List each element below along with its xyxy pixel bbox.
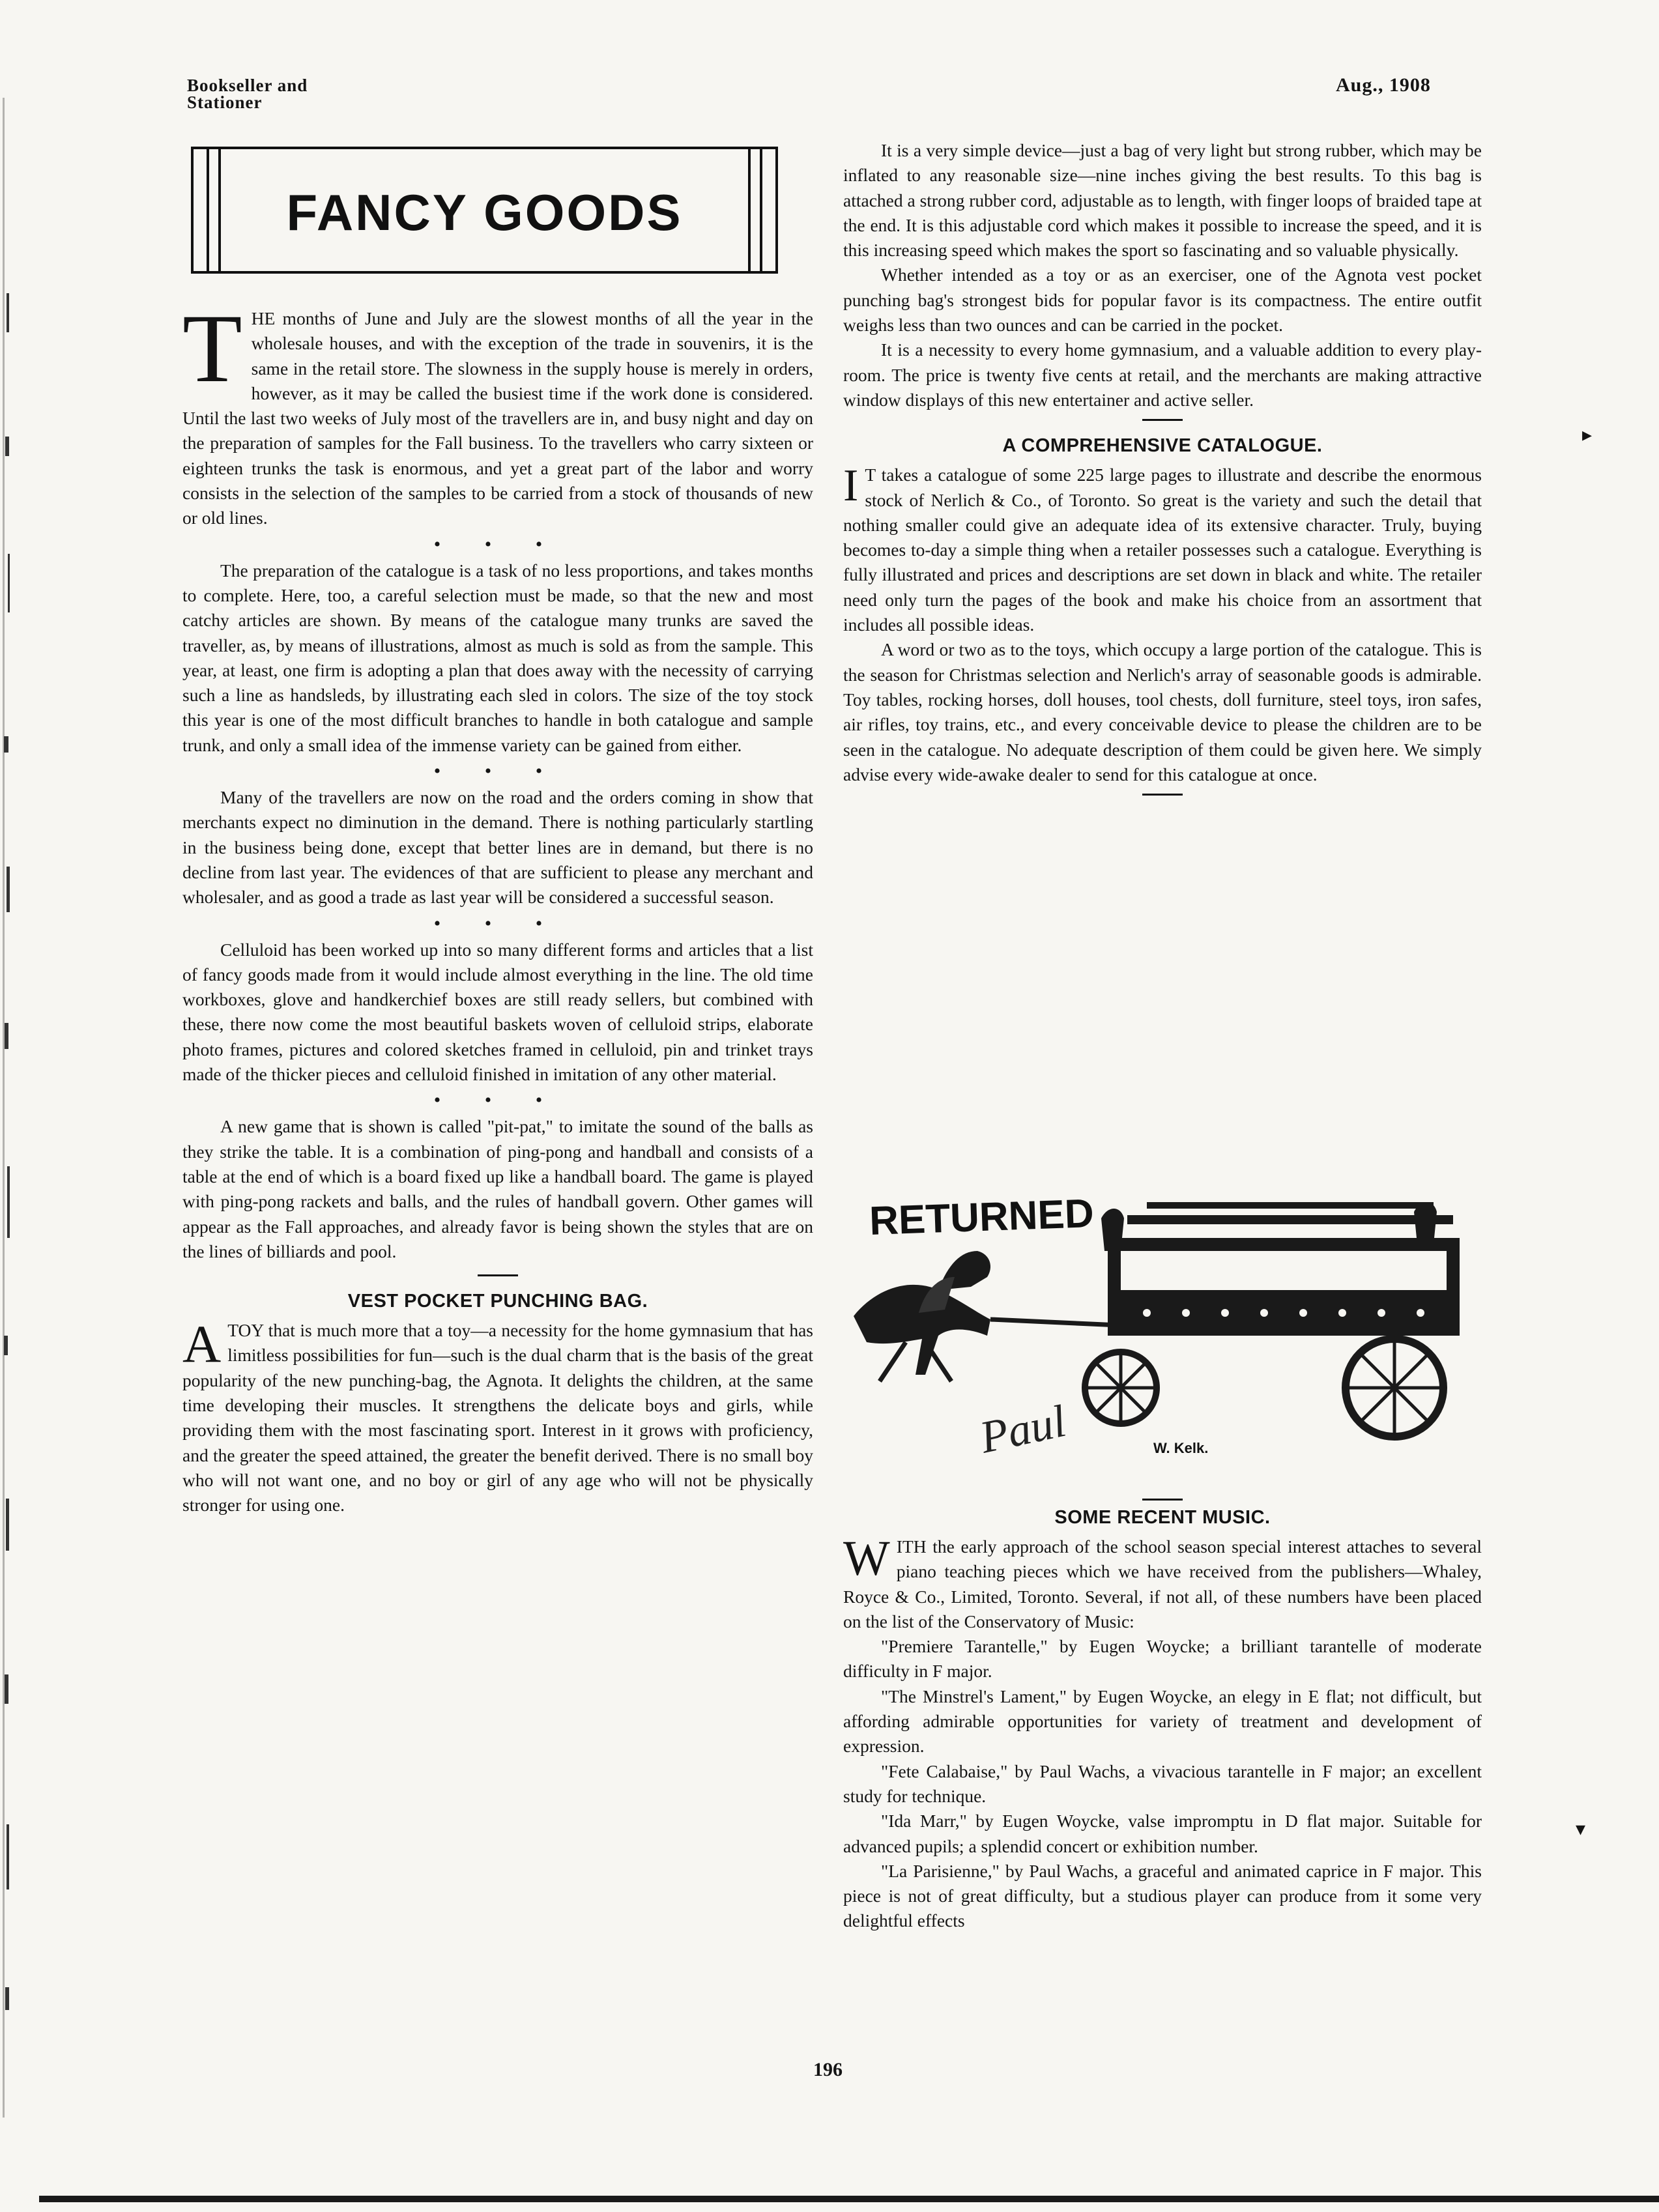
section-rule [1142,1499,1183,1501]
intro-paragraph: THE months of June and July are the slowest months of all the year in the wholesale houses, and with the exception of the trade in souvenirs, it is the same in the retail store. The slowness in the supply house is merely in orders, however, as it may be called the busiest time if the work done is considered. Until the last two weeks of July most of the travellers are in, and busy night and day on the preparation of samples for the Fall business. To the travellers who carry sixteen or eighteen trunks the task is enormous, and yet a great part of the labor and worry consists in the selection of the samples to be carried from a stock of thousands of new or old lines. [182,294,813,528]
paragraph: It is a very simple device—just a bag of very light but strong rubber, which may be inflated to any reasonable size—nine inches giving the best results. To this bag is attached a strong rubber cord, adjustable as to length, with finger loops of braided tape at the end. It is this adjustable cord which makes it possible to increase the speed, and it is this increasing speed which makes the sport so fascinating and so valuable physically. [843,140,1482,261]
paragraph: A word or two as to the toys, which occupy a large portion of the catalogue. This is the season for Christmas selection and Nerlich's array of seasonable goods is admirable. Toy tables, rocking horses, doll houses, tool chests, doll furniture, steel toys, iron safes, air rifles, toy trains, etc., and every conceivable device to please the children are to be seen in the catalogue. No adequate description of them could be given here. We simply advise every wide-awake dealer to send for this catalogue at once. [843,639,1482,784]
paragraph: Celluloid has been worked up into so many different forms and articles that a list of fancy goods made from it would include almost everything in the line. The old time workboxes, glove and handkerchief boxes are still ready sellers, but combined with these, there now come the most beautiful baskets woven of celluloid strips, elaborate photo frames, pictures and colored sketches framed in celluloid, pin and trinket trays made of the thicker pieces and celluloid finished in imitation of any other material. [182,939,813,1085]
fire-wagon-illustration [841,1179,1482,1486]
pencil-scrawl: Paul [975,1396,1071,1463]
issue-date: Aug., 1908 [1336,74,1431,96]
section-title-box [191,147,778,274]
music-entry: "La Parisienne," by Paul Wachs, a graceful and animated caprice in F major. This piece is not of great difficulty, but a studious player can produce from it some very delightful effects [843,1860,1482,1931]
illustration-credit: W. Kelk. [1153,1440,1209,1456]
drop-cap: A [182,1314,222,1374]
publication-name: Bookseller and Stationer [187,76,308,112]
music-intro-paragraph: WITH the early approach of the school season special interest attaches to several piano teaching pieces which we have received from the publishers—Whaley, Royce & Co., Limited, Toronto. Several, if not all, of these numbers have been placed on the list of the Conservatory of Music: [843,1531,1482,1631]
right-column [843,138,1482,799]
paragraph: A new game that is shown is called "pit-pat," to imitate the sound of the balls as they strike the table. It is a combination of ping-pong and handball and consists of a table at the end of which is a board fixed up like a handball board. The game is played with ping-pong rackets and balls, and the rules of handball govern. Other games will appear as the Fall approaches, and already favor is being shown the styles that are on the lines of billiards and pool. [182,1116,813,1261]
section-title: FANCY GOODS [286,184,683,241]
music-entry: "Fete Calabaise," by Paul Wachs, a vivacious tarantelle in F major; an excellent study for technique. [843,1760,1482,1806]
drop-cap: T [182,294,242,403]
paragraph: The preparation of the catalogue is a task of no less proportions, and takes months to complete. Here, too, a careful selection must be made, so that the new and most catchy articles are shown. By means of the catalogue many trunks are saved the traveller, as, by means of illustrations, almost as much is sold as from the sample. This year, at least, one firm is adopting a plan that does away with the necessity of carrying such a line as handsleds, by illustrating each sled in colors. The size of the toy stock this year is one of the most difficult branches to handle in both catalogue and sample trunk, and only a small idea of the immense variety can be gained from either. [182,560,813,755]
heading-vest-pocket-punching-bag: VEST POCKET PUNCHING BAG. [347,1291,648,1312]
separator-dots: • • • [433,533,562,555]
catalogue-paragraph: I T takes a catalogue of some 225 large pages to illustrate and describe the enormous stock of Nerlich & Co., of Toronto. So great is the variety and such the detail that nothing smaller could give an adequate idea of its extensive character. Truly, buying becomes to-day a simple thing when a retailer possesses such a catalogue. Everything is fully illustrated and prices and descriptions are set down in black and white. The retailer need only turn the pages of the book and make his choice from an assortment that includes all possible ideas. [843,461,1482,635]
separator-dots: • • • [433,1089,562,1112]
scan-bottom-edge [39,2196,1659,2202]
section-rule [1142,419,1183,421]
section-rule [1142,794,1183,796]
separator-dots: • • • [433,912,562,934]
heading-comprehensive-catalogue: A COMPREHENSIVE CATALOGUE. [1002,435,1323,457]
page-number: 196 [813,2059,843,2080]
music-entry: "Ida Marr," by Eugen Woycke, valse impromptu in D flat major. Suitable for advanced pupils; a splendid concert or exhibition number. [843,1811,1482,1856]
returned-stamp: RETURNED [869,1191,1095,1244]
page-edge-binding [0,98,14,2118]
paragraph: It is a necessity to every home gymnasium, and a valuable addition to every play-room. The price is twenty five cents at retail, and the merchants are making attractive window displays of this new entertainer and active seller. [843,339,1482,410]
scan-mark: ▸ [1582,424,1593,446]
music-entry: "The Minstrel's Lament," by Eugen Woycke, an elegy in E flat; not difficult, but affording admirable opportunities for variety of treatment and development of expression. [843,1686,1482,1757]
drop-cap: I [843,461,859,511]
section-rule [478,1274,518,1276]
left-column [182,294,813,1517]
paragraph: Many of the travellers are now on the road and the orders coming in show that merchants expect no diminution in the demand. There is nothing particularly startling in the business being done, except that better lines are in demand, but there is no decline from last year. The evidences of that are sufficient to please any merchant and wholesaler, and as good a trade as last year will be considered a successful season. [182,787,813,908]
music-section [843,1499,1482,1934]
heading-some-recent-music: SOME RECENT MUSIC. [1054,1507,1271,1528]
drop-cap: W [843,1531,890,1586]
paragraph: Whether intended as a toy or as an exerciser, one of the Agnota vest pocket punching bag's strongest bids for popular favor is its compactness. The entire outfit weighs less than two ounces and can be carried in the pocket. [843,265,1482,336]
separator-dots: • • • [433,760,562,783]
music-entry: "Premiere Tarantelle," by Eugen Woycke; a brilliant tarantelle of moderate difficulty in F major. [843,1636,1482,1682]
vest-paragraph: ATOY that is much more that a toy—a necessity for the home gymnasium that has limitless possibilities for fun—such is the dual charm that is the basis of the great popularity of the new punching-bag, the Agnota. It delights the children, at the same time developing their muscles. It strengthens the delicate boys and girls, while providing them with the most fascinating sport. Interest in it grows with proficiency, and the greater the speed attained, the greater the benefit derived. There is no small boy who will not want one, and no boy or girl of any age who will not be physically stronger for using one. [182,1314,813,1515]
scan-mark: ▾ [1576,1818,1586,1840]
